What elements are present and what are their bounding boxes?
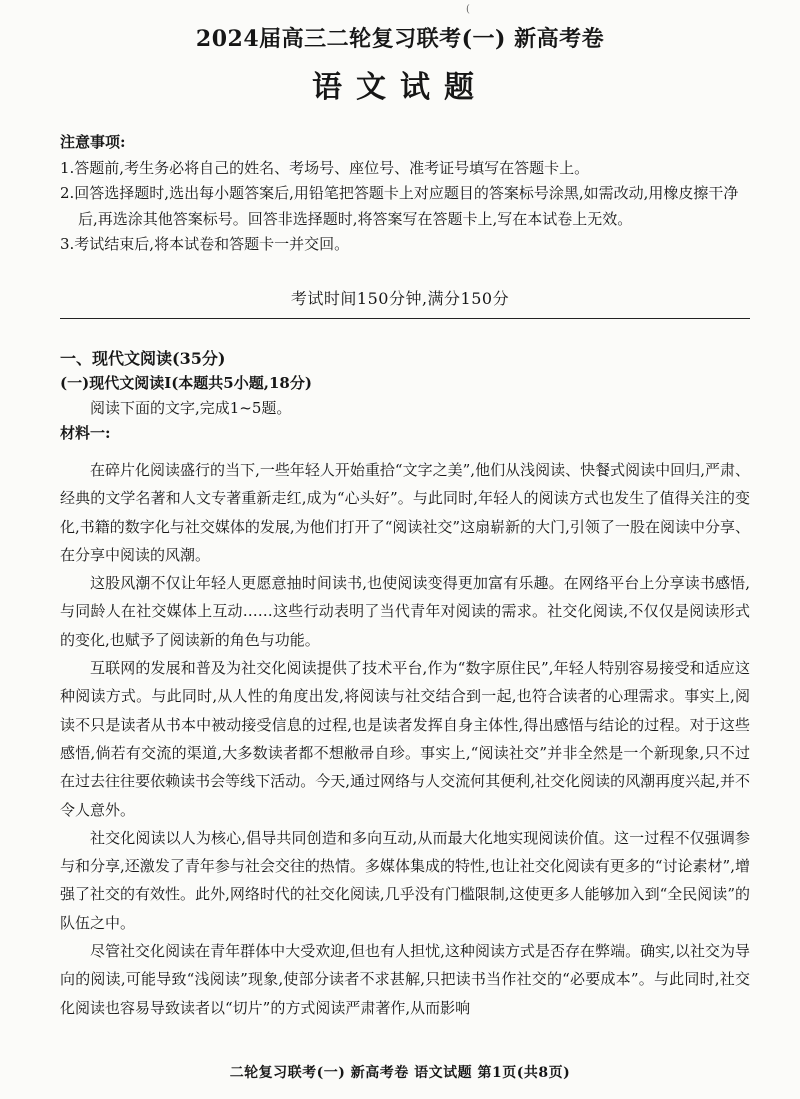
scan-mark: (	[466, 4, 470, 15]
subject-title: 语文试题	[312, 70, 488, 105]
passage-paragraph-1: 在碎片化阅读盛行的当下,一些年轻人开始重拾“文字之美”,他们从浅阅读、快餐式阅读中回归,严肃、经典的文学名著和人文专著重新走红,成为“心头好”。与此同时,年轻人的阅读方式也发生了值得关注的变化,书籍的数字化与社交媒体的发展,为他们打开了“阅读社交”这扇崭新的大门,引领了一股在阅读中分享、在分享中阅读的风潮。	[60, 461, 750, 564]
section-subheading: (一)现代文阅读Ⅰ(本题共5小题,18分)	[60, 374, 312, 392]
notice-item-1: 1.答题前,考生务必将自己的姓名、考场号、座位号、准考证号填写在答题卡上。	[60, 158, 590, 177]
divider-line	[60, 318, 750, 319]
passage-paragraph-3: 互联网的发展和普及为社交化阅读提供了技术平台,作为“数字原住民”,年轻人特别容易接受和适应这种阅读方式。与此同时,从人性的角度出发,将阅读与社交结合到一起,也符合读者的心理需求。事实上,阅读不只是读者从书本中被动接受信息的过程,也是读者发挥自身主体性,得出感悟与结论的过程。对于这些感悟,倘若有交流的渠道,大多数读者都不想敝帚自珍。事实上,“阅读社交”并非全然是一个新现象,只不过在过去往往要依赖读书会等线下活动。今天,通过网络与人交流何其便利,社交化阅读的风潮再度兴起,并不令人意外。	[60, 659, 750, 819]
section-heading: 一、现代文阅读(35分)	[60, 349, 226, 368]
notice-item-3: 3.考试结束后,将本试卷和答题卡一并交回。	[60, 235, 350, 253]
reading-passage	[60, 456, 750, 1022]
notice-block	[60, 130, 750, 258]
page-footer: 二轮复习联考(一) 新高考卷 语文试题 第1页(共8页)	[229, 1065, 571, 1081]
exam-title: 2024届高三二轮复习联考(一) 新高考卷	[195, 26, 605, 52]
exam-time-info: 考试时间150分钟,满分150分	[290, 289, 510, 308]
passage-paragraph-5: 尽管社交化阅读在青年群体中大受欢迎,但也有人担忧,这种阅读方式是否存在弊端。确实,以社交为导向的阅读,可能导致“浅阅读”现象,使部分读者不求甚解,只把读书当作社交的“必要成本”。与此同时,社交化阅读也容易导致读者以“切片”的方式阅读严肃著作,从而影响	[60, 942, 750, 1017]
notice-item-2: 2.回答选择题时,选出每小题答案后,用铅笔把答题卡上对应题目的答案标号涂黑,如需改动,用橡皮擦干净后,再选涂其他答案标号。回答非选择题时,将答案写在答题卡上,写在本试卷上无效。	[60, 184, 739, 228]
passage-paragraph-2: 这股风潮不仅让年轻人更愿意抽时间读书,也使阅读变得更加富有乐趣。在网络平台上分享读书感悟,与同龄人在社交媒体上互动……这些行动表明了当代青年对阅读的需求。社交化阅读,不仅仅是阅读形式的变化,也赋予了阅读新的角色与功能。	[60, 574, 750, 649]
material-label: 材料一:	[60, 424, 111, 442]
section-instruction: 阅读下面的文字,完成1~5题。	[90, 399, 292, 417]
notice-label: 注意事项:	[60, 133, 126, 151]
passage-paragraph-4: 社交化阅读以人为核心,倡导共同创造和多向互动,从而最大化地实现阅读价值。这一过程不仅强调参与和分享,还激发了青年参与社会交往的热情。多媒体集成的特性,也让社交化阅读有更多的“讨论素材”,增强了社交的有效性。此外,网络时代的社交化阅读,几乎没有门槛限制,这使更多人能够加入到“全民阅读”的队伍之中。	[60, 828, 750, 932]
section-header	[60, 346, 750, 446]
